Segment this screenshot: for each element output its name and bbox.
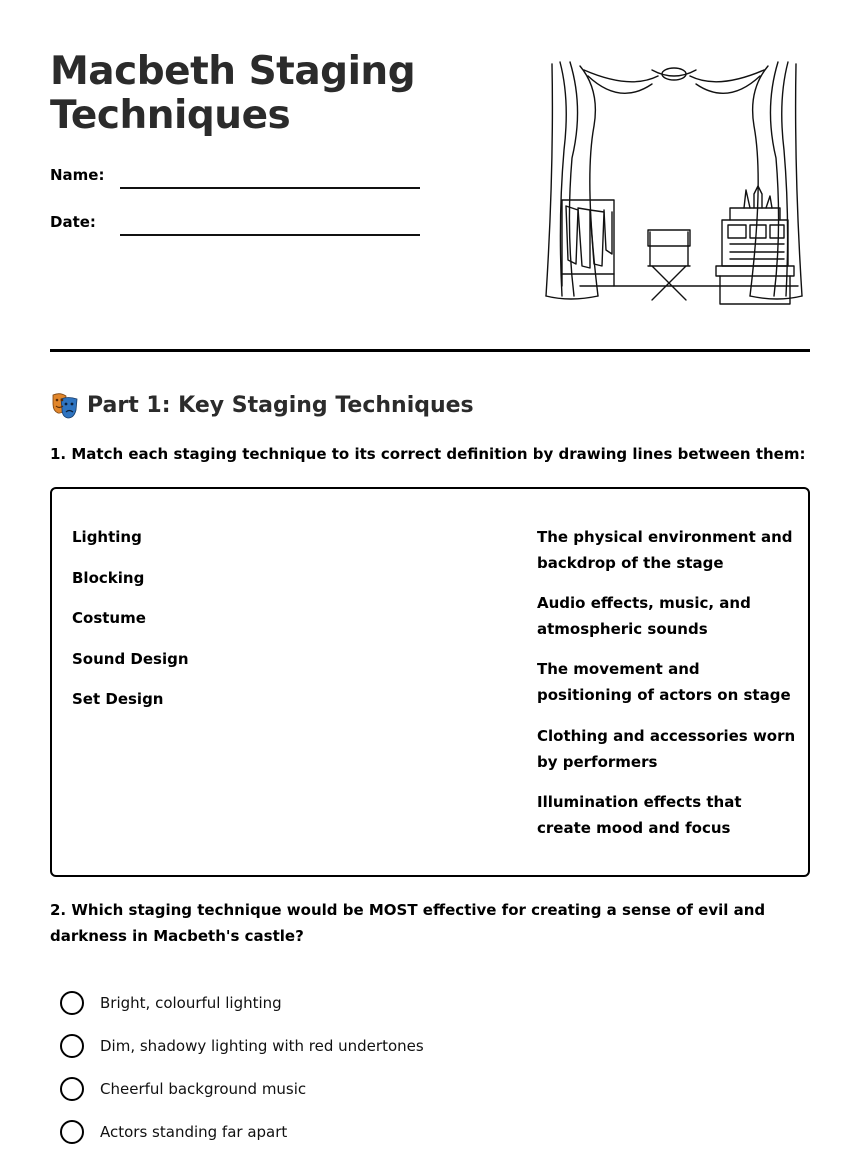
option-label: Dim, shadowy lighting with red undertones <box>100 1037 424 1055</box>
radio-button[interactable] <box>60 1034 84 1058</box>
definition-lighting[interactable]: Illumination effects that create mood and focus <box>537 793 742 837</box>
term-set-design[interactable]: Set Design <box>72 690 164 708</box>
radio-button[interactable] <box>60 991 84 1015</box>
name-line[interactable] <box>120 187 420 189</box>
term-lighting[interactable]: Lighting <box>72 528 142 546</box>
theatre-stage-illustration-icon <box>540 60 808 308</box>
part1-heading <box>50 390 474 420</box>
term-sound-design[interactable]: Sound Design <box>72 650 189 668</box>
definition-sound-design[interactable]: Audio effects, music, and atmospheric sounds <box>537 594 751 638</box>
option-actors-apart[interactable] <box>60 1120 287 1144</box>
definition-costume[interactable]: Clothing and accessories worn by performers <box>537 727 796 771</box>
definition-set-design[interactable]: The physical environment and backdrop of the stage <box>537 528 793 572</box>
section-divider <box>50 349 810 352</box>
option-label: Actors standing far apart <box>100 1123 288 1141</box>
definition-blocking[interactable]: The movement and positioning of actors on stage <box>537 660 791 704</box>
radio-button[interactable] <box>60 1077 84 1101</box>
term-blocking[interactable]: Blocking <box>72 569 145 587</box>
option-cheerful-music[interactable] <box>60 1077 306 1101</box>
theatre-masks-icon <box>50 390 80 420</box>
option-label: Cheerful background music <box>100 1080 307 1098</box>
option-label: Bright, colourful lighting <box>100 994 282 1012</box>
matching-box <box>50 487 810 877</box>
option-dim-lighting[interactable] <box>60 1034 424 1058</box>
date-line[interactable] <box>120 234 420 236</box>
term-costume[interactable]: Costume <box>72 609 146 627</box>
radio-button[interactable] <box>60 1120 84 1144</box>
question-1-prompt: 1. Match each staging technique to its correct definition by drawing lines between them: <box>50 445 806 463</box>
page-title: Macbeth Staging Techniques <box>50 49 416 138</box>
date-label: Date: <box>50 213 96 231</box>
question-2-prompt: 2. Which staging technique would be MOST effective for creating a sense of evil and darkness in Macbeth's castle? <box>50 901 766 945</box>
part1-heading-text: Part 1: Key Staging Techniques <box>87 392 474 418</box>
option-bright-lighting[interactable] <box>60 991 282 1015</box>
name-label: Name: <box>50 166 105 184</box>
